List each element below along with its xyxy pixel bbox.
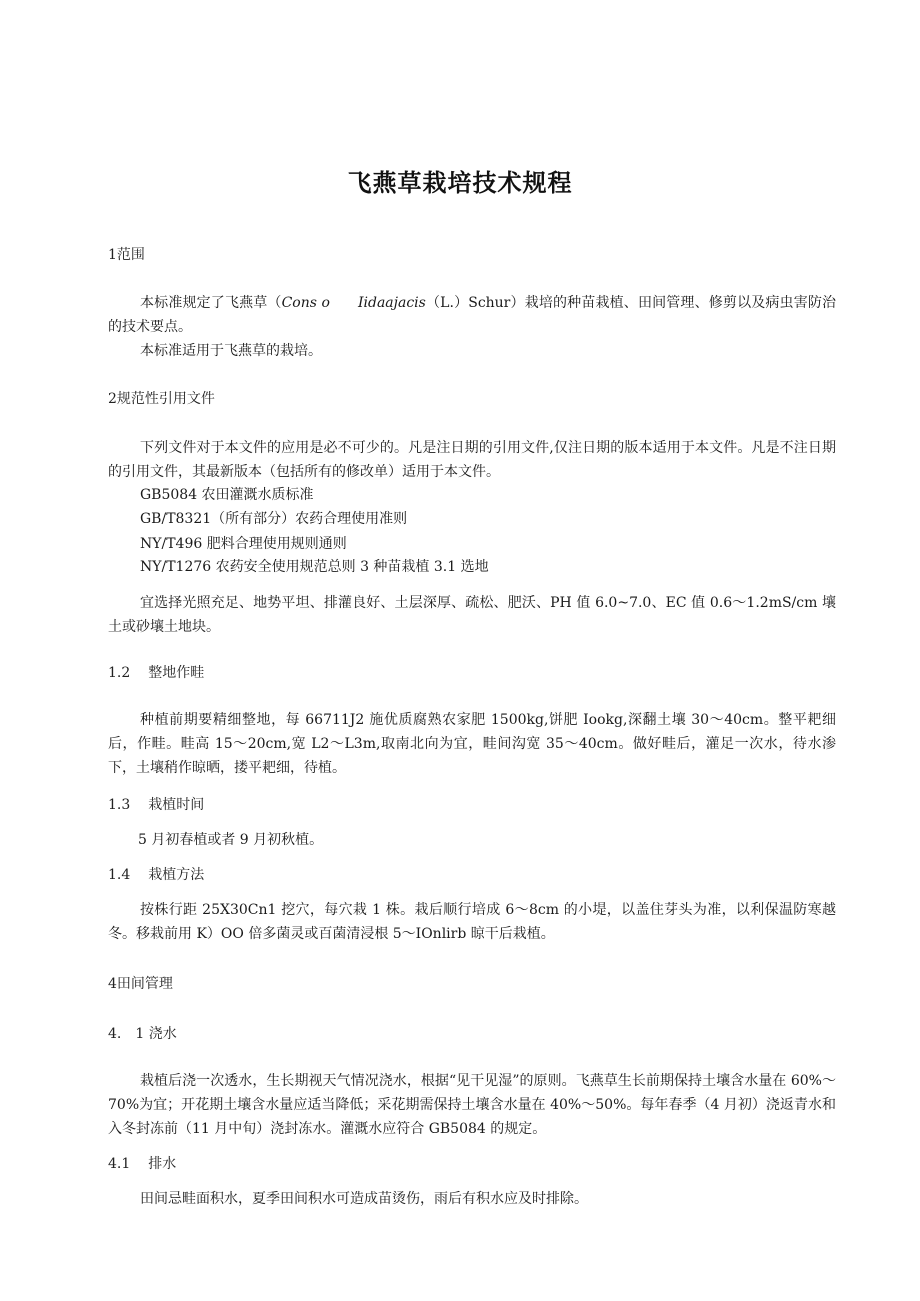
paragraph-scope-2: 本标准适用于飞燕草的栽培。	[140, 343, 322, 359]
section-heading-planting-time	[108, 796, 204, 814]
paragraph-references-1: 下列文件对于本文件的应用是必不可少的。凡是注日期的引用文件,仅注日期的版本适用于本文件。凡是不注日期的引用文件，其最新版本（包括所有的修改单）适用于本文件。	[108, 440, 836, 480]
section-heading-field-management	[108, 975, 173, 993]
section-heading-planting-method	[108, 866, 204, 884]
section-title: 栽植方法	[148, 867, 205, 883]
reference-item: NY/T1276 农药安全使用规范总则 3 种苗栽植 3.1 选地	[140, 559, 489, 575]
latin-name-part: Iidaajacis	[357, 295, 426, 311]
section-number: 1.2	[108, 665, 131, 681]
section-title: 栽植时间	[148, 797, 205, 813]
text-run: （L.）Schur）栽培的种苗栽植、田间管理、修剪以及病虫害防治的技术要点。	[108, 295, 837, 335]
section-number: 4	[108, 976, 117, 992]
paragraph-planting-method: 按株行距 25X30Cn1 挖穴，每穴栽 1 株。栽后顺行培成 6～8cm 的小堤，以盖住芽头为准，以利保温防寒越冬。移栽前用 K）OO 倍多菌灵或百菌清浸根 5～IOnlirb 晾干后栽植。	[108, 902, 836, 942]
paragraph-land-prep: 种植前期要精细整地，每 66711J2 施优质腐熟农家肥 1500kg,饼肥 Iookg,深翻土壤 30～40cm。整平耙细后，作畦。畦高 15～20cm,宽 L2～L3m,取南北向为宜，畦间沟宽 35～40cm。做好畦后，灌足一次水，待水渗下，土壤稍作晾晒，搂平耙细，待植。	[108, 712, 836, 776]
section-number: 4.	[108, 1026, 122, 1042]
section-heading-land-prep	[108, 664, 204, 682]
section-title: 规范性引用文件	[116, 391, 215, 407]
section-heading-scope	[108, 246, 145, 264]
latin-name-part: Cons o	[281, 295, 330, 311]
paragraph-planting-time: 5 月初春植或者 9 月初秋植。	[138, 832, 324, 848]
section-number: 1	[108, 247, 117, 263]
paragraph-site-selection: 宜选择光照充足、地势平坦、排灌良好、土层深厚、疏松、肥沃、PH 值 6.0~7.0、EC 值 0.6～1.2mS/cm 壤土或砂壤土地块。	[108, 595, 836, 635]
section-title: 整地作畦	[148, 665, 205, 681]
reference-item: GB/T8321（所有部分）农药合理使用准则	[140, 511, 408, 527]
section-title: 田间管理	[116, 976, 173, 992]
section-number: 1.4	[108, 867, 131, 883]
paragraph-scope-1	[108, 291, 836, 339]
section-heading-watering	[108, 1025, 177, 1043]
section-heading-references	[108, 390, 215, 408]
text-run: 本标准规定了飞燕草（	[140, 295, 282, 311]
document-title: 飞燕草栽培技术规程	[347, 169, 573, 197]
reference-item: GB5084 农田灌溉水质标准	[140, 487, 314, 503]
paragraph-drainage: 田间忌畦面积水，夏季田间积水可造成苗烫伤，雨后有积水应及时排除。	[140, 1191, 588, 1207]
section-title: 范围	[116, 247, 145, 263]
section-title: 1 浇水	[135, 1026, 177, 1042]
section-number: 1.3	[108, 797, 131, 813]
section-number: 4.1	[108, 1156, 131, 1172]
reference-item: NY/T496 肥料合理使用规则通则	[140, 536, 347, 552]
section-title: 排水	[148, 1156, 177, 1172]
section-number: 2	[108, 391, 117, 407]
section-heading-drainage	[108, 1155, 176, 1173]
paragraph-watering: 栽植后浇一次透水，生长期视天气情况浇水，根据“见干见湿”的原则。飞燕草生长前期保持土壤含水量在 60%～70%为宜；开花期土壤含水量应适当降低；采花期需保持土壤含水量在 40%～50%。每年春季（4 月初）浇返青水和入冬封冻前（11 月中旬）浇封冻水。灌溉水应符合 GB5084 的规定。	[108, 1073, 836, 1137]
